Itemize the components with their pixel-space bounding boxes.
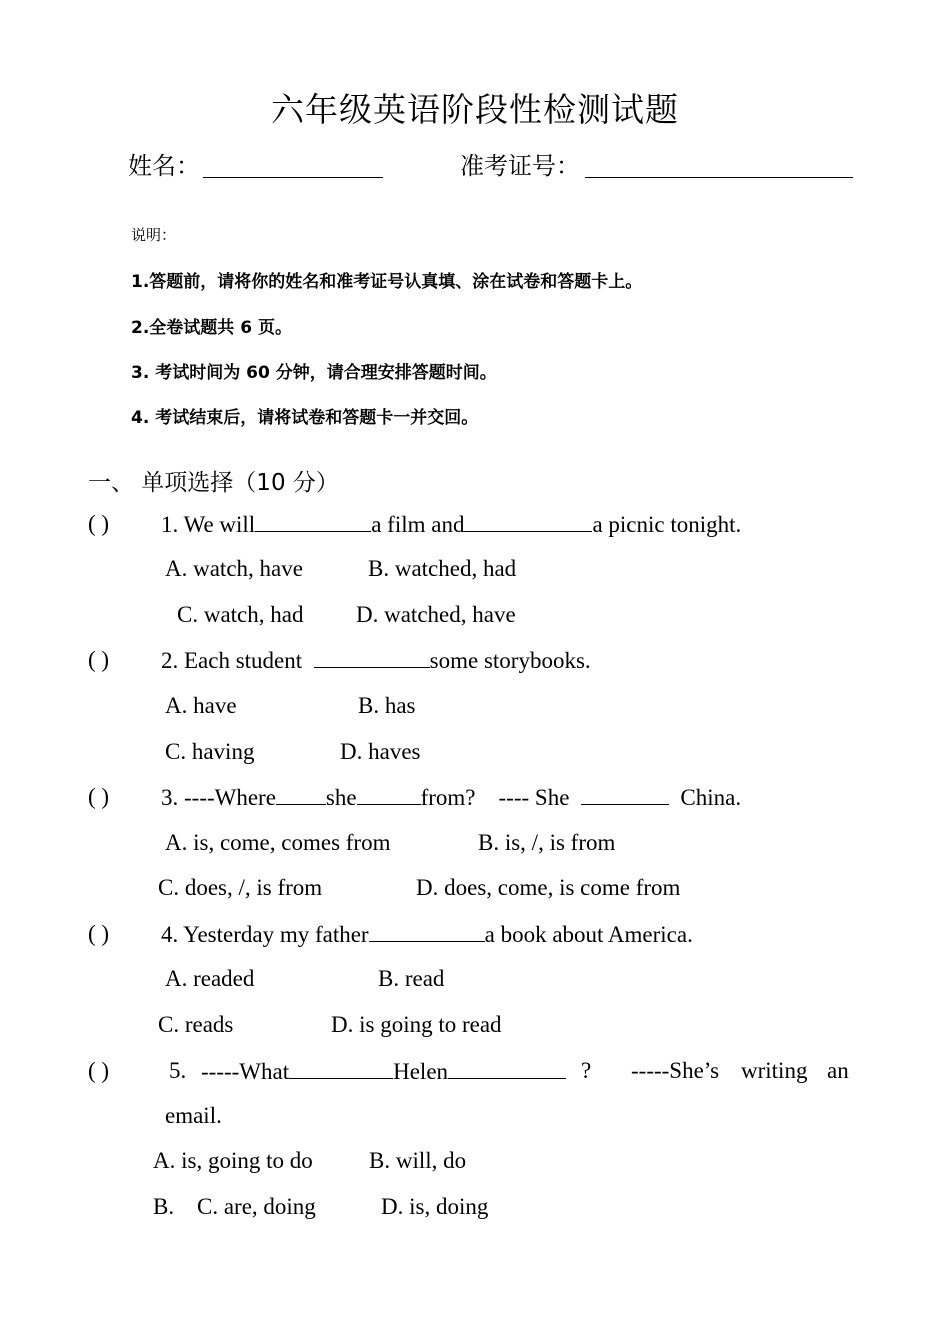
question-text: from? bbox=[420, 785, 476, 810]
question-5-stem bbox=[201, 1058, 566, 1085]
question-text: a film and bbox=[371, 512, 465, 537]
answer-blank[interactable] bbox=[369, 921, 485, 942]
answer-bracket[interactable]: ( ) bbox=[88, 921, 110, 946]
name-label: 姓名： bbox=[128, 152, 200, 180]
section-heading: 一、 单项选择（10 分） bbox=[88, 470, 339, 496]
instruction-3: 3. 考试时间为 60 分钟，请合理安排答题时间。 bbox=[131, 363, 497, 383]
question-text: writing bbox=[741, 1058, 808, 1083]
option-c: C. reads bbox=[158, 1012, 234, 1037]
option-c: C. watch, had bbox=[177, 602, 304, 627]
question-3-stem bbox=[161, 784, 741, 811]
answer-bracket[interactable]: ( ) bbox=[88, 784, 110, 809]
instruction-2: 2.全卷试题共 6 页。 bbox=[131, 318, 292, 338]
instruction-1: 1.答题前，请将你的姓名和准考证号认真填、涂在试卷和答题卡上。 bbox=[131, 272, 643, 292]
question-text: China. bbox=[680, 785, 742, 810]
page-title: 六年级英语阶段性检测试题 bbox=[271, 90, 679, 129]
option-d: D. is, doing bbox=[381, 1194, 489, 1219]
question-text: 5. bbox=[169, 1058, 187, 1083]
option-a: A. have bbox=[165, 693, 237, 718]
answer-blank[interactable] bbox=[357, 784, 421, 805]
question-text: 1. We will bbox=[161, 512, 256, 537]
answer-bracket[interactable]: ( ) bbox=[88, 511, 110, 536]
question-text: 3. ----Where bbox=[161, 785, 276, 810]
exam-number-field[interactable] bbox=[585, 177, 853, 178]
question-text: ? bbox=[581, 1058, 592, 1083]
question-1-stem bbox=[161, 511, 741, 538]
option-b: B. read bbox=[378, 966, 445, 991]
question-text: she bbox=[325, 785, 357, 810]
answer-blank[interactable] bbox=[448, 1058, 566, 1079]
question-4-stem bbox=[161, 921, 693, 948]
option-c: C. having bbox=[165, 739, 255, 764]
answer-blank[interactable] bbox=[464, 511, 592, 532]
question-text: an bbox=[827, 1058, 849, 1083]
option-a: A. readed bbox=[165, 966, 255, 991]
option-a: A. watch, have bbox=[165, 556, 303, 581]
answer-bracket[interactable]: ( ) bbox=[88, 647, 110, 672]
option-a: A. is, come, comes from bbox=[165, 830, 391, 855]
question-text: email. bbox=[165, 1103, 222, 1128]
question-text: 2. Each student bbox=[161, 648, 303, 673]
question-text: ---- She bbox=[498, 785, 570, 810]
question-2-stem bbox=[161, 647, 591, 674]
question-text: -----What bbox=[201, 1059, 290, 1084]
option-a: A. is, going to do bbox=[153, 1148, 313, 1173]
option-d: D. does, come, is come from bbox=[416, 875, 681, 900]
option-b: B. watched, had bbox=[368, 556, 517, 581]
answer-blank[interactable] bbox=[581, 784, 669, 805]
question-text: 4. Yesterday my father bbox=[161, 922, 369, 947]
question-text: a picnic tonight. bbox=[592, 512, 742, 537]
name-field[interactable] bbox=[203, 177, 383, 178]
instructions-heading: 说明： bbox=[131, 226, 177, 244]
answer-bracket[interactable]: ( ) bbox=[88, 1058, 110, 1083]
question-text: -----She’s bbox=[631, 1058, 720, 1083]
answer-blank[interactable] bbox=[276, 784, 326, 805]
option-label: B. bbox=[153, 1194, 175, 1219]
option-d: D. is going to read bbox=[331, 1012, 502, 1037]
option-c: C. are, doing bbox=[197, 1194, 316, 1219]
answer-blank[interactable] bbox=[289, 1058, 393, 1079]
question-text: some storybooks. bbox=[429, 648, 591, 673]
instruction-4: 4. 考试结束后，请将试卷和答题卡一并交回。 bbox=[131, 408, 479, 428]
question-text: Helen bbox=[393, 1059, 449, 1084]
answer-blank[interactable] bbox=[255, 511, 371, 532]
option-c: C. does, /, is from bbox=[158, 875, 323, 900]
question-text: a book about America. bbox=[484, 922, 693, 947]
option-b: B. will, do bbox=[369, 1148, 467, 1173]
answer-blank[interactable] bbox=[314, 647, 430, 668]
option-b: B. has bbox=[358, 693, 416, 718]
option-d: D. haves bbox=[340, 739, 421, 764]
option-b: B. is, /, is from bbox=[478, 830, 616, 855]
exam-number-label: 准考证号： bbox=[460, 152, 580, 180]
option-d: D. watched, have bbox=[356, 602, 516, 627]
